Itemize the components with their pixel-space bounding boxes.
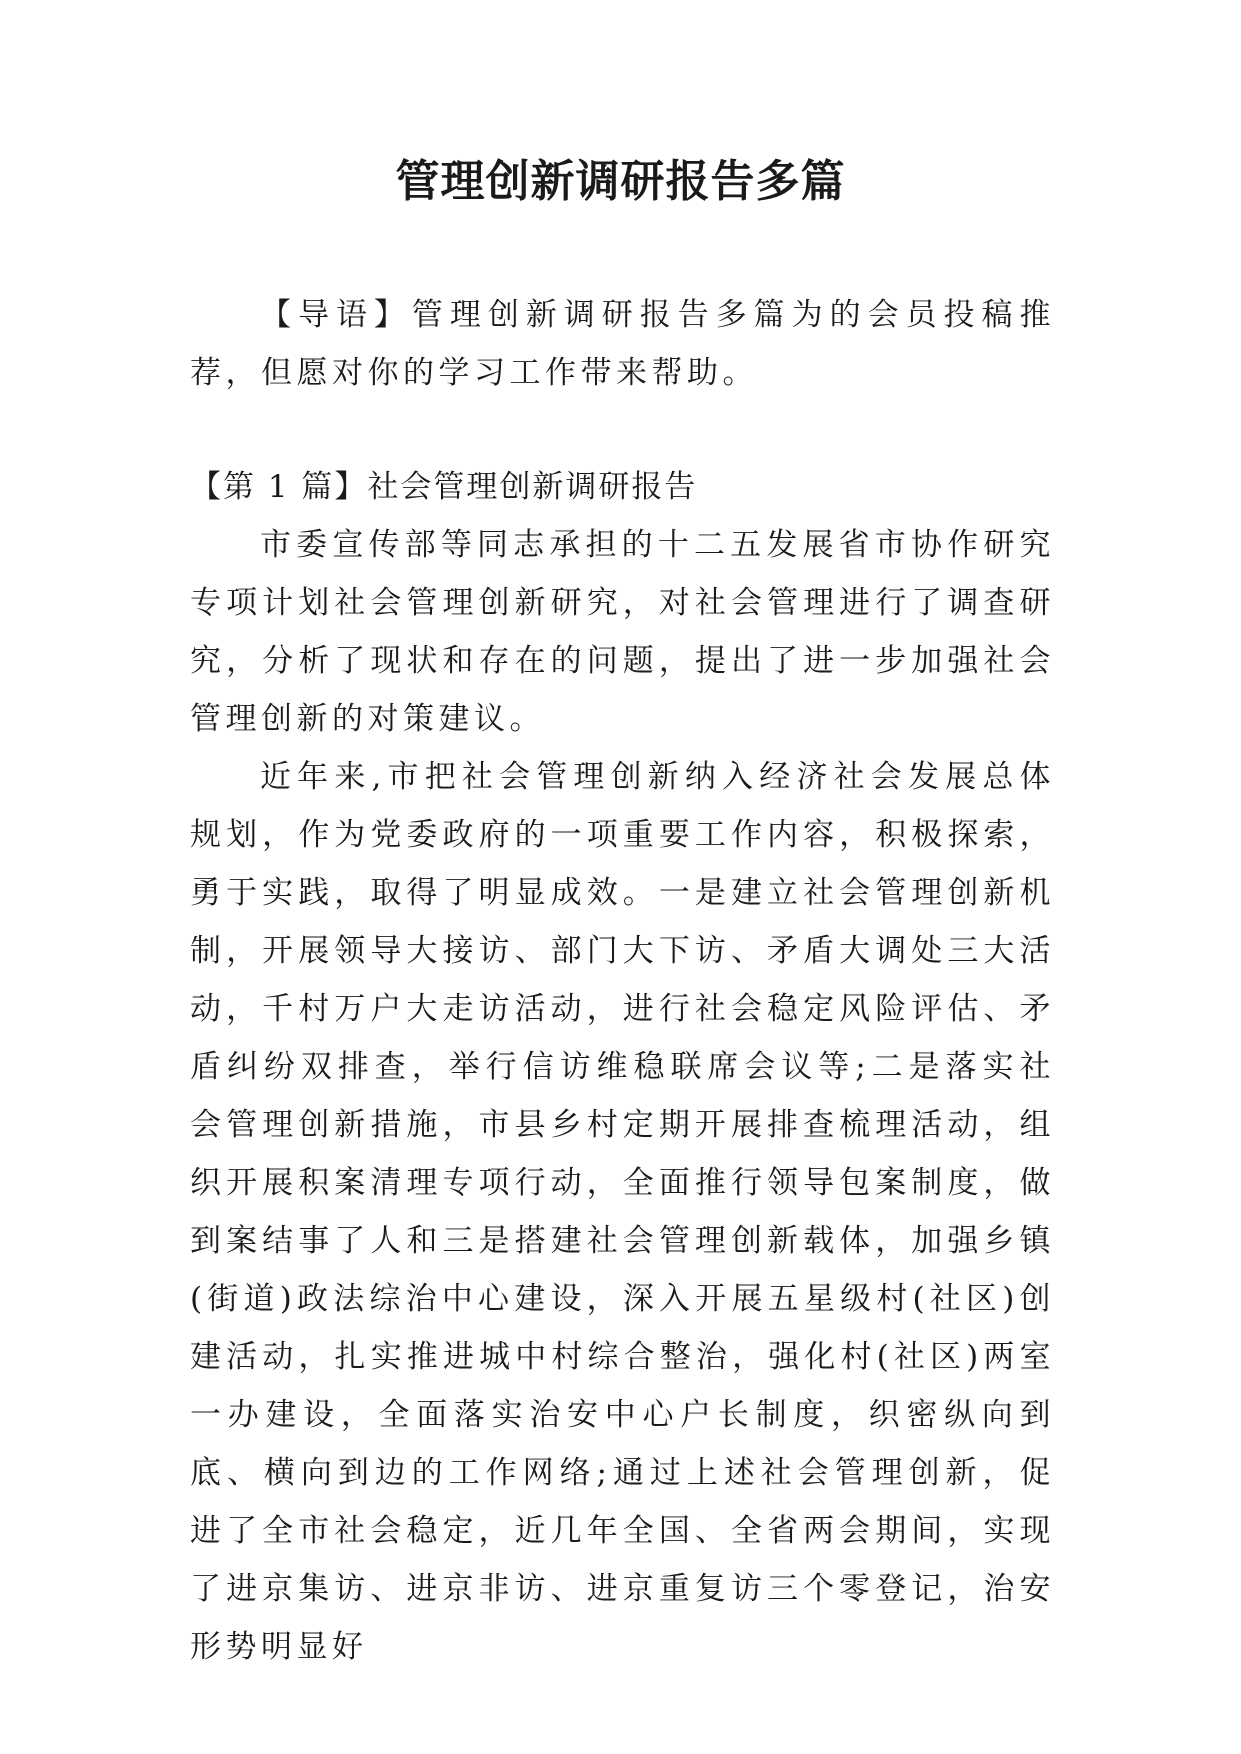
spacer <box>190 402 1055 458</box>
body-paragraph-2: 近年来,市把社会管理创新纳入经济社会发展总体规划，作为党委政府的一项重要工作内容，积极探索，勇于实践，取得了明显成效。一是建立社会管理创新机制，开展领导大接访、部门大下访、矛盾大调处三大活动，千村万户大走访活动，进行社会稳定风险评估、矛盾纠纷双排查，举行信访维稳联席会议等;二是落实社会管理创新措施，市县乡村定期开展排查梳理活动，组织开展积案清理专项行动，全面推行领导包案制度，做到案结事了人和三是搭建社会管理创新载体，加强乡镇(街道)政法综治中心建设，深入开展五星级村(社区)创建活动，扎实推进城中村综合整治，强化村(社区)两室一办建设，全面落实治安中心户长制度，织密纵向到底、横向到边的工作网络;通过上述社会管理创新，促进了全市社会稳定，近几年全国、全省两会期间，实现了进京集访、进京非访、进京重复访三个零登记，治安形势明显好 <box>190 759 1055 1665</box>
lead-paragraph: 【导语】管理创新调研报告多篇为的会员投稿推荐，但愿对你的学习工作带来帮助。 <box>190 297 1055 391</box>
document-body <box>190 286 1055 1676</box>
body-paragraph-1: 市委宣传部等同志承担的十二五发展省市协作研究专项计划社会管理创新研究，对社会管理进行了调查研究，分析了现状和存在的问题，提出了进一步加强社会管理创新的对策建议。 <box>190 527 1055 737</box>
document-title: 管理创新调研报告多篇 <box>395 156 846 207</box>
section-heading: 【第 1 篇】社会管理创新调研报告 <box>190 469 698 505</box>
